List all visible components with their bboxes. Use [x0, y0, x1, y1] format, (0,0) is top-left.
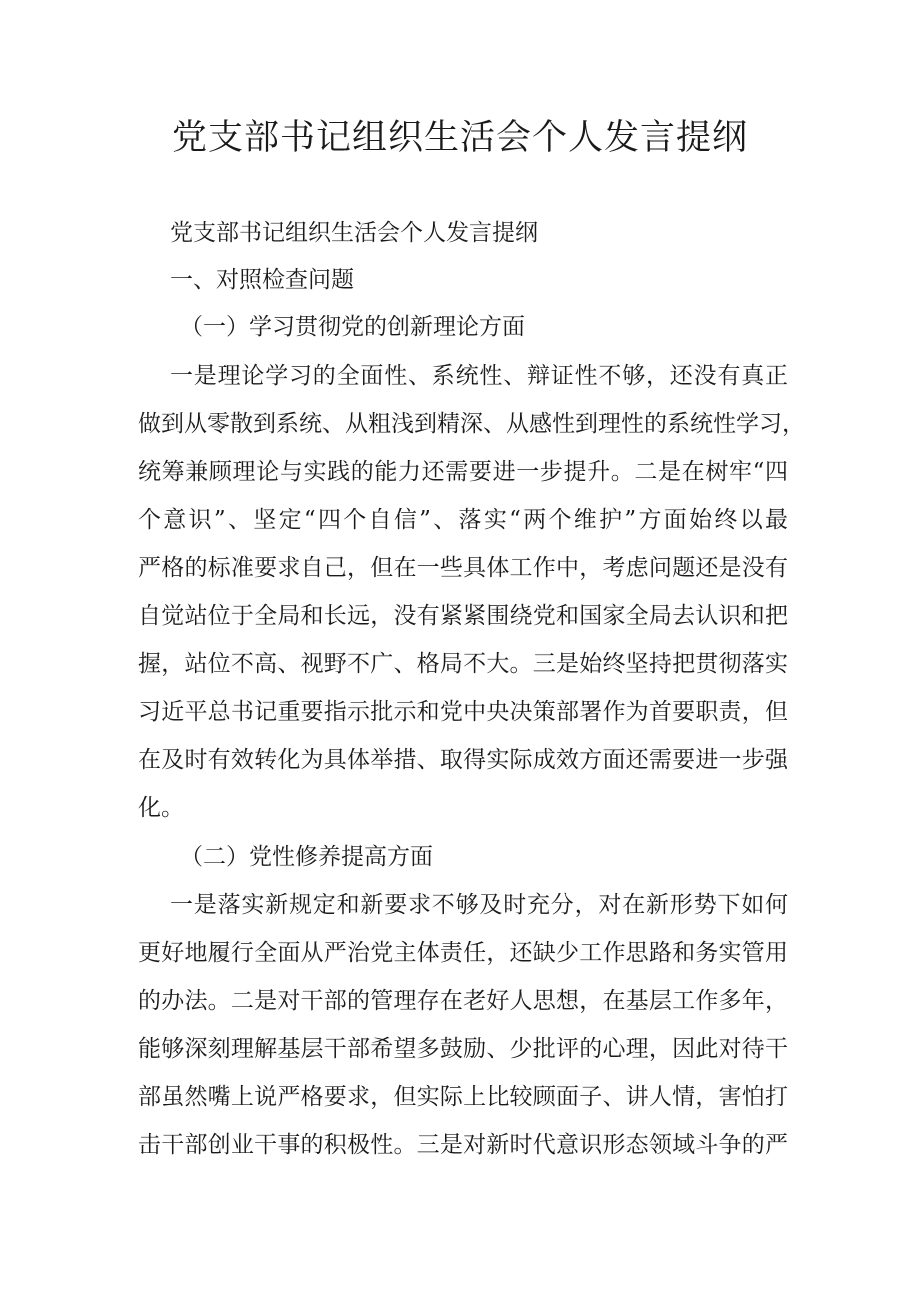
- subtitle: 党支部书记组织生活会个人发言提纲: [170, 220, 538, 246]
- paragraph-1-line: 在及时有效转化为具体举措、取得实际成效方面还需要进一步强: [138, 747, 788, 773]
- paragraph-2-line: 击干部创业干事的积极性。三是对新时代意识形态领域斗争的严: [138, 1132, 788, 1158]
- paragraph-1-line: 自觉站位于全局和长远，没有紧紧围绕党和国家全局去认识和把: [138, 603, 788, 629]
- paragraph-1-line: 个意识”、坚定“四个自信”、落实“两个维护”方面始终以最: [138, 507, 788, 533]
- section-heading-1: 一、对照检查问题: [170, 267, 354, 293]
- paragraph-1-line: 统筹兼顾理论与实践的能力还需要进一步提升。二是在树牢“四: [138, 459, 788, 485]
- paragraph-1-line: 做到从零散到系统、从粗浅到精深、从感性到理性的系统性学习，: [138, 411, 805, 437]
- document-title: 党支部书记组织生活会个人发言提纲: [171, 118, 748, 158]
- paragraph-1-line: 握，站位不高、视野不广、格局不大。三是始终坚持把贯彻落实: [138, 651, 788, 677]
- paragraph-2-line: 更好地履行全面从严治党主体责任，还缺少工作思路和务实管用: [138, 940, 788, 966]
- subsection-heading-2: （二）党性修养提高方面: [180, 844, 433, 870]
- paragraph-1-line: 一是理论学习的全面性、系统性、辩证性不够，还没有真正: [170, 363, 788, 389]
- subsection-heading-1: （一）学习贯彻党的创新理论方面: [180, 314, 525, 340]
- paragraph-2-line: 部虽然嘴上说严格要求，但实际上比较顾面子、讲人情，害怕打: [138, 1084, 788, 1110]
- paragraph-1-line: 习近平总书记重要指示批示和党中央决策部署作为首要职责，但: [138, 699, 788, 725]
- paragraph-1-line: 严格的标准要求自己，但在一些具体工作中，考虑问题还是没有: [138, 555, 788, 581]
- paragraph-1-line: 化。: [138, 795, 184, 821]
- paragraph-2-line: 能够深刻理解基层干部希望多鼓励、少批评的心理，因此对待干: [138, 1036, 788, 1062]
- paragraph-2-line: 一是落实新规定和新要求不够及时充分，对在新形势下如何: [170, 892, 788, 918]
- paragraph-2-line: 的办法。二是对干部的管理存在老好人思想，在基层工作多年，: [138, 988, 788, 1014]
